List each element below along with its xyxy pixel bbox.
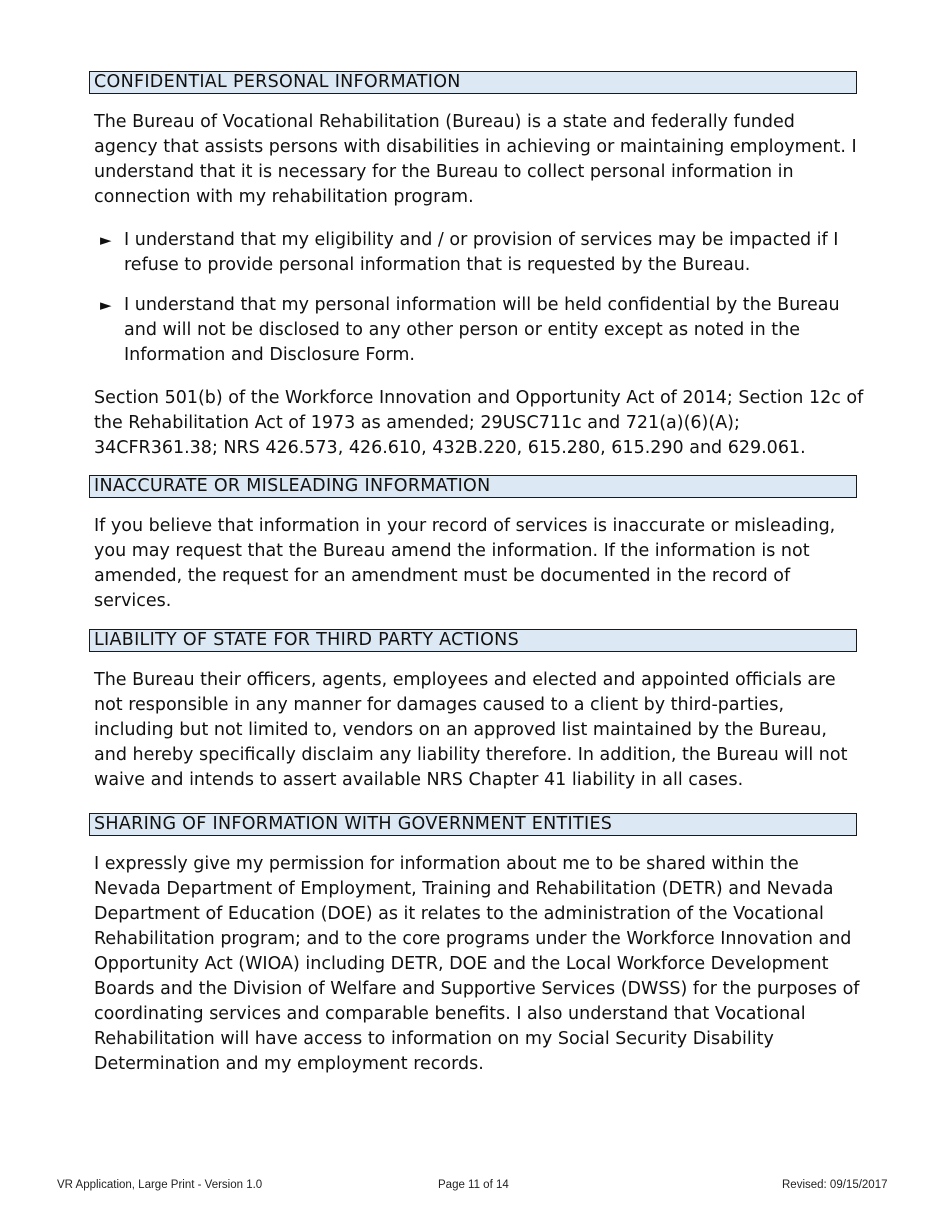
bullet-text: I understand that my personal information will be held confidential by the Bureau and will not be disclosed to any other person or entity except as noted in the Information and Disclosure Form. (124, 295, 840, 365)
bullet-arrow-icon: ► (100, 296, 112, 314)
section-heading-inaccurate: INACCURATE OR MISLEADING INFORMATION (89, 475, 857, 498)
inaccurate-paragraph: If you believe that information in your record of services is inaccurate or misleading, you may request that the Bureau amend the information. If the information is not amended, the request for an amendment must be documented in the record of services. (94, 516, 836, 611)
sharing-paragraph: I expressly give my permission for information about me to be shared within the Nevada Department of Employment, Training and Rehabilitation (DETR) and Nevada Department of Education (DOE) as it relates to the administration of the Vocational Rehabilitation program; and to the core programs under the Workforce Innovation and Opportunity Act (WIOA) including DETR, DOE and the Local Workforce Development Boards and the Division of Welfare and Supportive Services (DWSS) for the purposes of coordinating services and comparable benefits. I also understand that Vocational Rehabilitation will have access to information on my Social Security Disability Determination and my employment records. (94, 854, 860, 1074)
section-heading-liability: LIABILITY OF STATE FOR THIRD PARTY ACTIONS (89, 629, 857, 652)
legal-citation-paragraph: Section 501(b) of the Workforce Innovation and Opportunity Act of 2014; Section 12c of the Rehabilitation Act of 1973 as amended; 29USC711c and 721(a)(6)(A); 34CFR361.38; NRS 426.573, 426.610, 432B.220, 615.280, 615.290 and 629.061. (94, 388, 864, 458)
footer-revised-date: Revised: 09/15/2017 (782, 1179, 888, 1191)
confidential-intro-paragraph: The Bureau of Vocational Rehabilitation (Bureau) is a state and federally funded agency that assists persons with disabilities in achieving or maintaining employment. I understand that it is necessary for the Bureau to collect personal information in connection with my rehabilitation program. (94, 112, 857, 207)
bullet-text: I understand that my eligibility and / or provision of services may be impacted if I refuse to provide personal information that is requested by the Bureau. (124, 230, 839, 275)
bullet-arrow-icon: ► (100, 231, 112, 249)
footer-page-number: Page 11 of 14 (438, 1179, 509, 1191)
section-heading-sharing: SHARING OF INFORMATION WITH GOVERNMENT ENTITIES (89, 813, 857, 836)
footer-version: VR Application, Large Print - Version 1.0 (57, 1179, 263, 1191)
section-heading-confidential: CONFIDENTIAL PERSONAL INFORMATION (89, 71, 857, 94)
liability-paragraph: The Bureau their officers, agents, employees and elected and appointed officials are not responsible in any manner for damages caused to a client by third-parties, including but not limited to, vendors on an approved list maintained by the Bureau, and hereby specifically disclaim any liability therefore. In addition, the Bureau will not waive and intends to assert available NRS Chapter 41 liability in all cases. (94, 670, 848, 790)
